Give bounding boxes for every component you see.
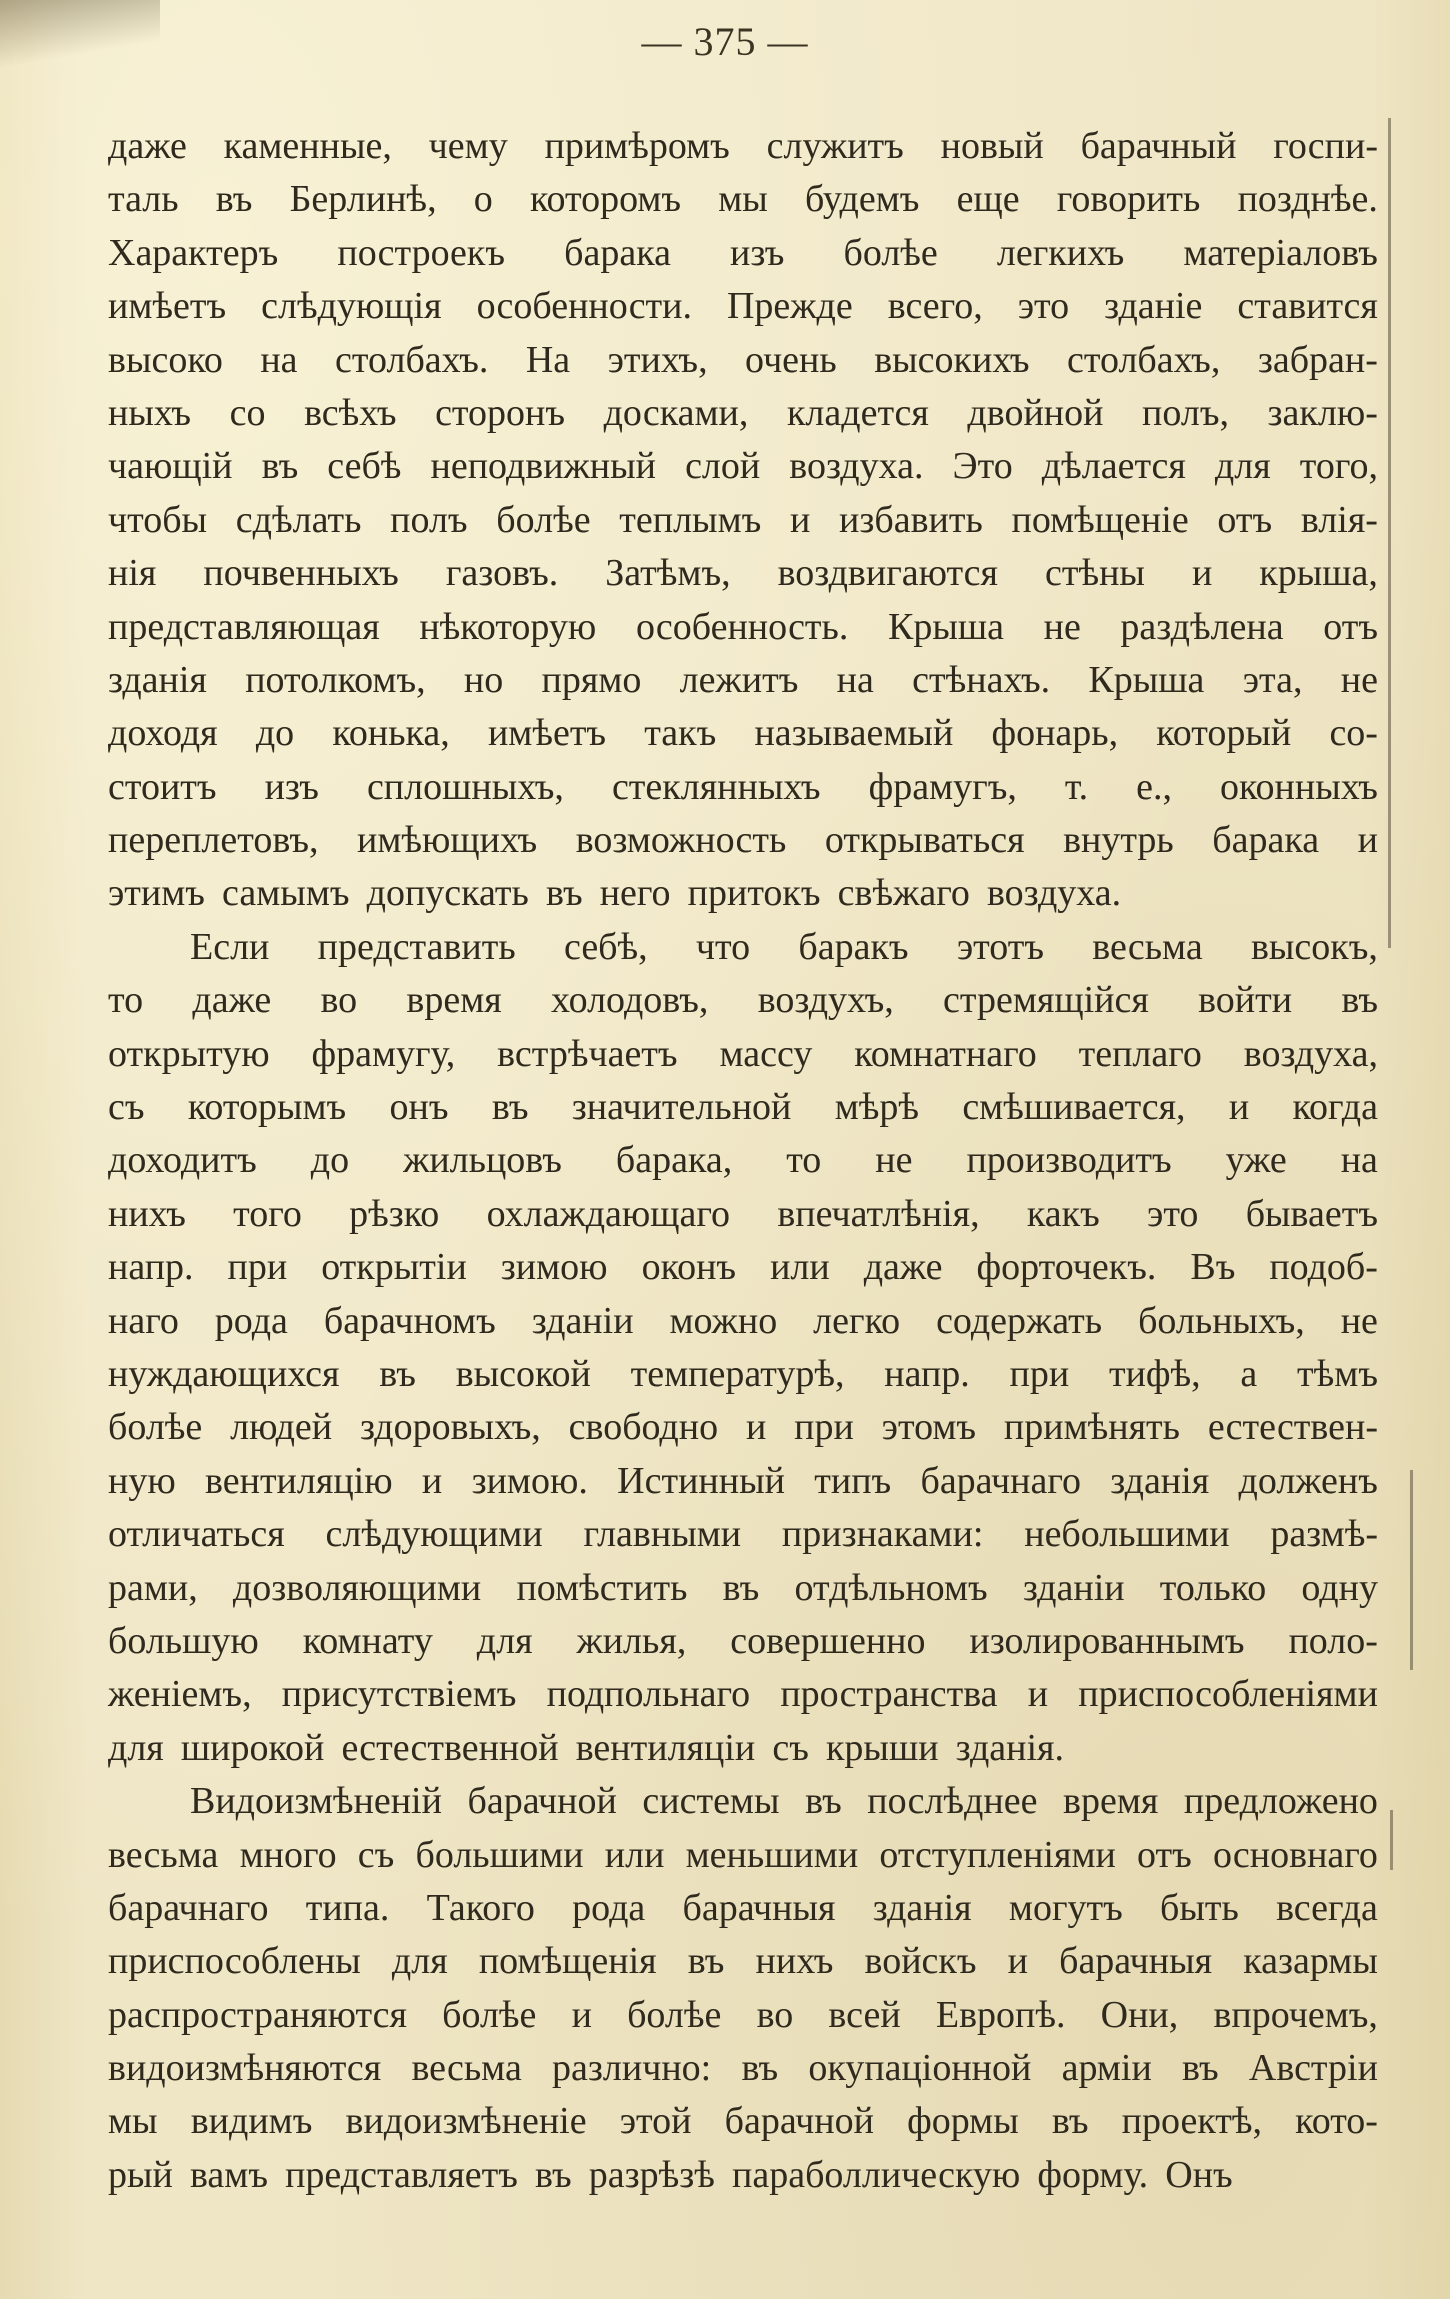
text-line: чающій въ себѣ неподвижный слой воздуха. Это дѣлается для того, — [108, 445, 1378, 488]
text-line: переплетовъ, имѣющихъ возможность открываться внутрь барака и — [108, 819, 1378, 862]
text-line: зданія потолкомъ, но прямо лежитъ на стѣнахъ. Крыша эта, не — [108, 658, 1378, 701]
text-line: наго рода барачномъ зданіи можно легко содержать больныхъ, не — [108, 1299, 1378, 1342]
text-line: стоитъ изъ сплошныхъ, стеклянныхъ фрамугъ, т. е., оконныхъ — [108, 765, 1378, 808]
text-line: рами, дозволяющими помѣстить въ отдѣльномъ зданіи только одну — [108, 1566, 1378, 1609]
text-line: даже каменные, чему примѣромъ служитъ новый барачный госпи- — [108, 125, 1378, 167]
text-line: съ которымъ онъ въ значительной мѣрѣ смѣшивается, и когда — [108, 1086, 1378, 1129]
margin-line-mark — [1410, 1470, 1413, 1670]
paragraph — [108, 921, 1378, 1775]
text-line: ныхъ со всѣхъ сторонъ досками, кладется двойной полъ, заклю- — [108, 391, 1378, 434]
body-text — [108, 120, 1378, 2202]
text-line: рый вамъ представляетъ въ разрѣзѣ параболлическую форму. Онъ — [108, 2153, 1233, 2196]
text-line: имѣетъ слѣдующія особенности. Прежде всего, это зданіе ставится — [108, 285, 1378, 328]
text-line: нуждающихся въ высокой температурѣ, напр. при тифѣ, а тѣмъ — [108, 1352, 1378, 1395]
text-line: Характеръ построекъ барака изъ болѣе легкихъ матеріаловъ — [108, 231, 1378, 274]
text-line: приспособлены для помѣщенія въ нихъ войскъ и барачныя казармы — [108, 1940, 1378, 1983]
text-line: напр. при открытіи зимою оконъ или даже форточекъ. Въ подоб- — [108, 1246, 1378, 1289]
text-line: болѣе людей здоровыхъ, свободно и при этомъ примѣнять естествен- — [108, 1406, 1378, 1449]
paragraph — [108, 1775, 1378, 2202]
text-line: то даже во время холодовъ, воздухъ, стремящійся войти въ — [108, 979, 1378, 1022]
text-line: нія почвенныхъ газовъ. Затѣмъ, воздвигаются стѣны и крыша, — [108, 552, 1378, 595]
text-line: высоко на столбахъ. На этихъ, очень высокихъ столбахъ, забран- — [108, 338, 1378, 381]
margin-line-mark — [1390, 1810, 1393, 1870]
text-line: видоизмѣняются весьма различно: въ окупаціонной арміи въ Австріи — [108, 2047, 1378, 2090]
text-line: ную вентиляцію и зимою. Истинный типъ барачнаго зданія долженъ — [108, 1459, 1378, 1502]
text-line: распространяются болѣе и болѣе во всей Европѣ. Они, впрочемъ, — [108, 1993, 1378, 2036]
text-line: нихъ того рѣзко охлаждающаго впечатлѣнія, какъ это бываетъ — [108, 1192, 1378, 1235]
text-line: таль въ Берлинѣ, о которомъ мы будемъ еще говорить позднѣе. — [108, 178, 1378, 221]
text-line: представляющая нѣкоторую особенность. Крыша не раздѣлена отъ — [108, 605, 1378, 648]
text-line: Если представить себѣ, что баракъ этотъ весьма высокъ, — [190, 925, 1378, 968]
margin-line-mark — [1388, 118, 1391, 948]
text-line: мы видимъ видоизмѣненіе этой барачной формы въ проектѣ, кото- — [108, 2100, 1378, 2143]
text-line: доходитъ до жильцовъ барака, то не производитъ уже на — [108, 1139, 1378, 1182]
page-number: — 375 — — [641, 19, 809, 64]
text-line: этимъ самымъ допускать въ него притокъ свѣжаго воздуха. — [108, 872, 1122, 915]
text-line: Видоизмѣненій барачной системы въ послѣднее время предложено — [190, 1780, 1378, 1823]
text-line: для широкой естественной вентиляціи съ крыши зданія. — [108, 1726, 1065, 1769]
text-line: женіемъ, присутствіемъ подпольнаго пространства и приспособленіями — [108, 1673, 1378, 1716]
text-line: отличаться слѣдующими главными признаками: небольшими размѣ- — [108, 1513, 1378, 1556]
text-line: открытую фрамугу, встрѣчаетъ массу комнатнаго теплаго воздуха, — [108, 1032, 1378, 1075]
text-line: барачнаго типа. Такого рода барачныя зданія могутъ быть всегда — [108, 1886, 1378, 1929]
text-line: большую комнату для жилья, совершенно изолированнымъ поло- — [108, 1619, 1378, 1662]
text-line: чтобы сдѣлать полъ болѣе теплымъ и избавить помѣщеніе отъ влія- — [108, 498, 1378, 541]
text-line: весьма много съ большими или меньшими отступленіями отъ основнаго — [108, 1833, 1378, 1876]
text-line: доходя до конька, имѣетъ такъ называемый фонарь, который со- — [108, 712, 1378, 755]
paragraph — [108, 120, 1378, 921]
